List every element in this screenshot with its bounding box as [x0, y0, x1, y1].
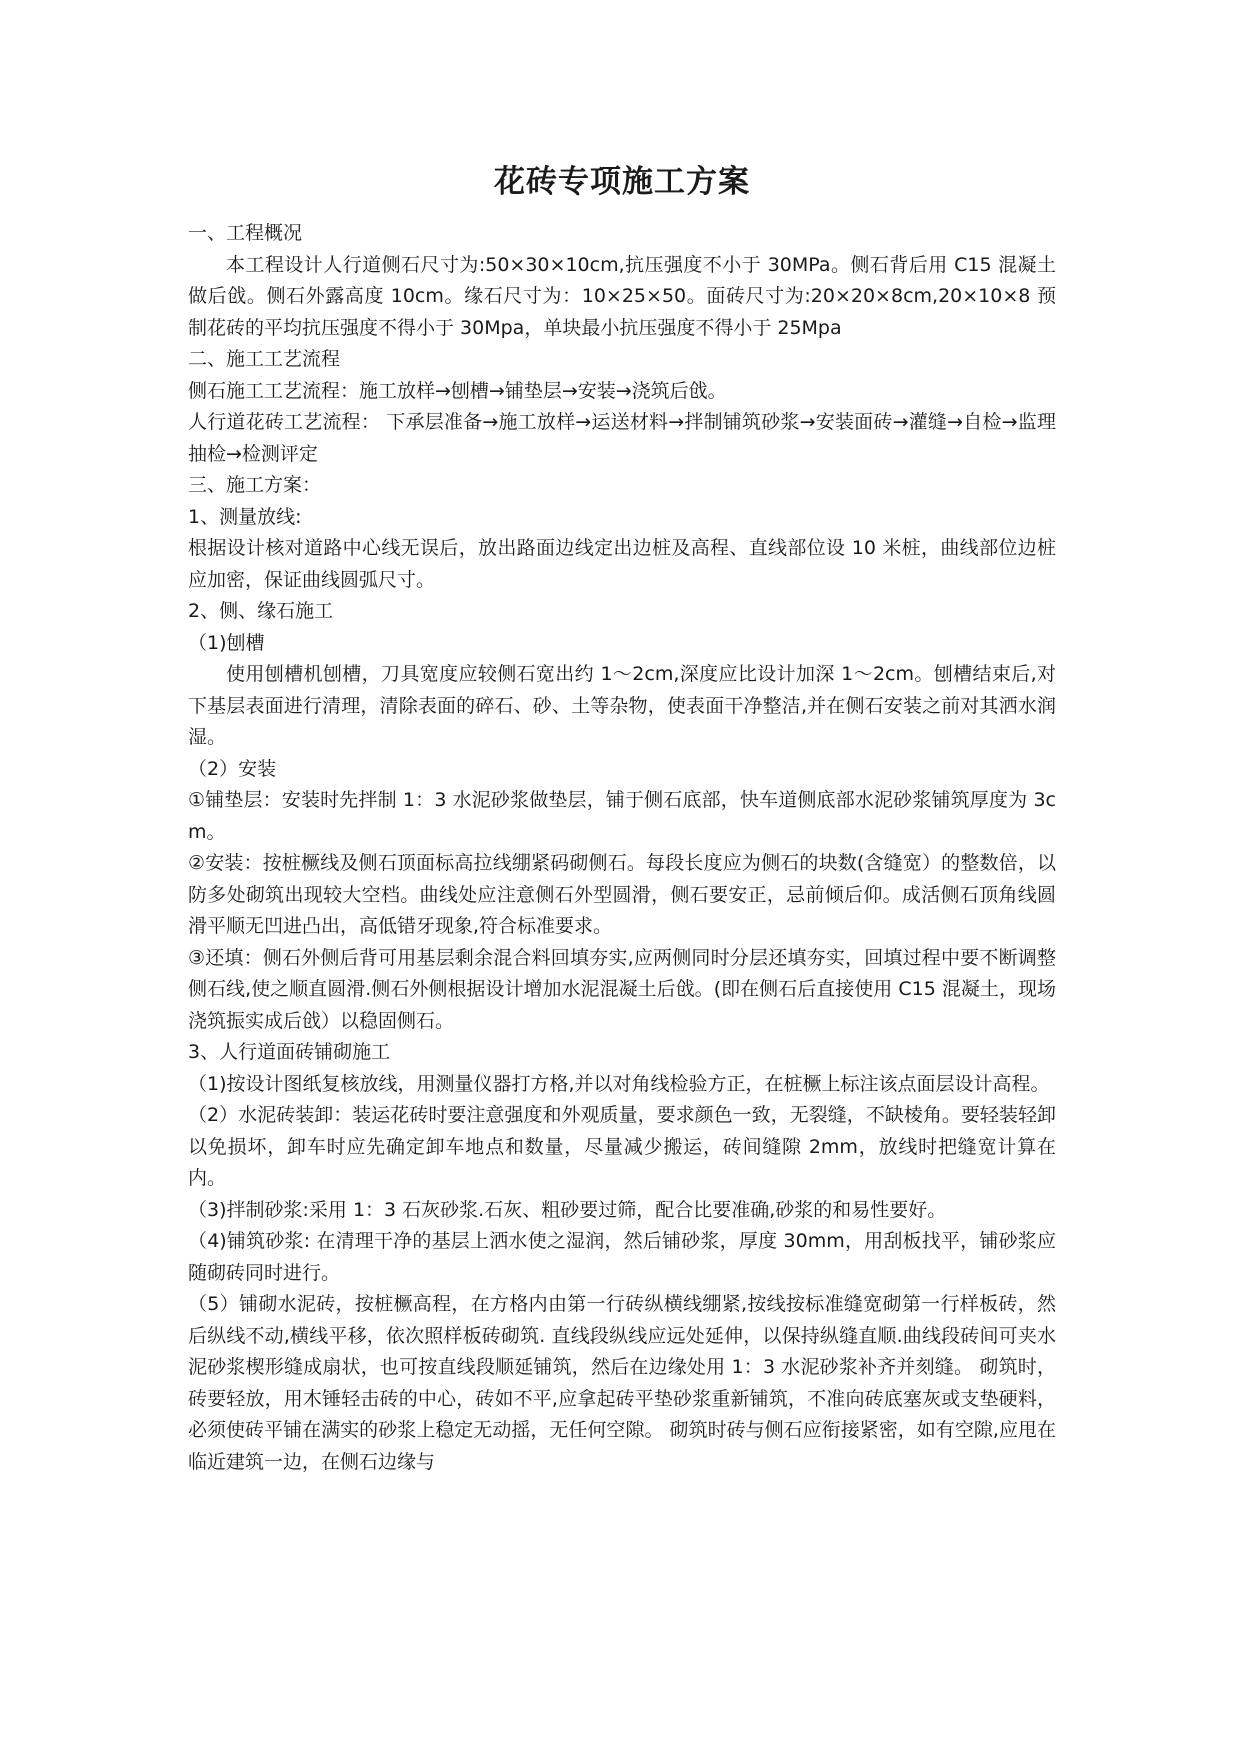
paragraph: ②安装：按桩橛线及侧石顶面标高拉线绷紧码砌侧石。每段长度应为侧石的块数(含缝宽）的整数倍，以防多处砌筑出现较大空档。曲线处应注意侧石外型圆滑，侧石要安正，忌前倾后仰。成活侧石顶角线圆滑平顺无凹进凸出，高低错牙现象,符合标准要求。 [188, 852, 1056, 937]
paragraph: 三、施工方案： [188, 474, 322, 496]
paragraph: 一、工程概况 [188, 222, 303, 244]
paragraph: ③还填：侧石外侧后背可用基层剩余混合料回填夯实,应两侧同时分层还填夯实，回填过程中要不断调整侧石线,使之顺直圆滑.侧石外侧根据设计增加水泥混凝土后戗。(即在侧石后直接使用 C15 混凝土，现场浇筑振实成后戗）以稳固侧石。 [188, 946, 1056, 1032]
paragraph: 本工程设计人行道侧石尺寸为:50×30×10cm,抗压强度不小于 30MPa。侧石背后用 C15 混凝土做后戗。侧石外露高度 10cm。缘石尺寸为：10×25×50。面砖尺寸为:20×20×8cm,20×10×8 预制花砖的平均抗压强度不得小于 30Mpa，单块最小抗压强度不得小于 25Mpa [188, 253, 1056, 339]
paragraph: （2）安装 [188, 757, 277, 780]
paragraph: 人行道花砖工艺流程： 下承层准备→施工放样→运送材料→拌制铺筑砂浆→安装面砖→灌缝→自检→监理抽检→检测评定 [188, 411, 1056, 465]
paragraph: 使用刨槽机刨槽，刀具宽度应较侧石宽出约 1～2cm,深度应比设计加深 1～2cm。刨槽结束后,对下基层表面进行清理，清除表面的碎石、砂、土等杂物，使表面干净整洁,并在侧石安装之前对其洒水润湿。 [188, 663, 1056, 748]
paragraph: ①铺垫层：安装时先拌制 1：3 水泥砂浆做垫层，铺于侧石底部，快车道侧底部水泥砂浆铺筑厚度为 3cm。 [188, 789, 1056, 843]
document-body [188, 218, 1056, 1478]
paragraph: 根据设计核对道路中心线无误后，放出路面边线定出边桩及高程、直线部位设 10 米桩，曲线部位边桩应加密，保证曲线圆弧尺寸。 [188, 537, 1056, 591]
paragraph: （4)铺筑砂浆: 在清理干净的基层上洒水使之湿润，然后铺砂浆，厚度 30mm，用刮板找平，铺砂浆应随砌砖同时进行。 [188, 1230, 1056, 1284]
paragraph: （3)拌制砂浆:采用 1：3 石灰砂浆.石灰、粗砂要过筛，配合比要准确,砂浆的和易性要好。 [188, 1198, 947, 1221]
paragraph: （2）水泥砖装卸：装运花砖时要注意强度和外观质量，要求颜色一致，无裂缝，不缺棱角。要轻装轻卸以免损坏，卸车时应先确定卸车地点和数量，尽量减少搬运，砖间缝隙 2mm，放线时把缝宽计算在内。 [188, 1104, 1056, 1189]
paragraph: 2、侧、缘石施工 [188, 600, 334, 622]
paragraph: 侧石施工工艺流程：施工放样→刨槽→铺垫层→安装→浇筑后戗。 [188, 379, 727, 402]
paragraph: （5）铺砌水泥砖，按桩橛高程，在方格内由第一行砖纵横线绷紧,按线按标准缝宽砌第一行样板砖，然后纵线不动,横线平移，依次照样板砖砌筑. 直线段纵线应远处延伸，以保持纵缝直顺.曲线段砖间可夹水泥砂浆楔形缝成扇状，也可按直线段顺延铺筑，然后在边缘处用 1：3 水泥砂浆补齐并刻缝。 砌筑时，砖要轻放，用木锤轻击砖的中心，砖如不平,应拿起砖平垫砂浆重新铺筑，不准向砖底塞灰或支垫硬料，必须使砖平铺在满实的砂浆上稳定无动摇，无任何空隙。 砌筑时砖与侧石应衔接紧密，如有空隙,应甩在临近建筑一边，在侧石边缘与 [188, 1293, 1056, 1473]
paragraph: （1)刨槽 [188, 631, 265, 654]
paragraph: 3、人行道面砖铺砌施工 [188, 1041, 391, 1063]
paragraph: 1、测量放线: [188, 505, 302, 528]
document-page [188, 160, 1056, 1478]
paragraph: （1)按设计图纸复核放线，用测量仪器打方格,并以对角线检验方正，在桩橛上标注该点面层设计高程。 [188, 1072, 1050, 1095]
paragraph: 二、施工工艺流程 [188, 348, 341, 370]
document-title: 花砖专项施工方案 [494, 164, 750, 200]
